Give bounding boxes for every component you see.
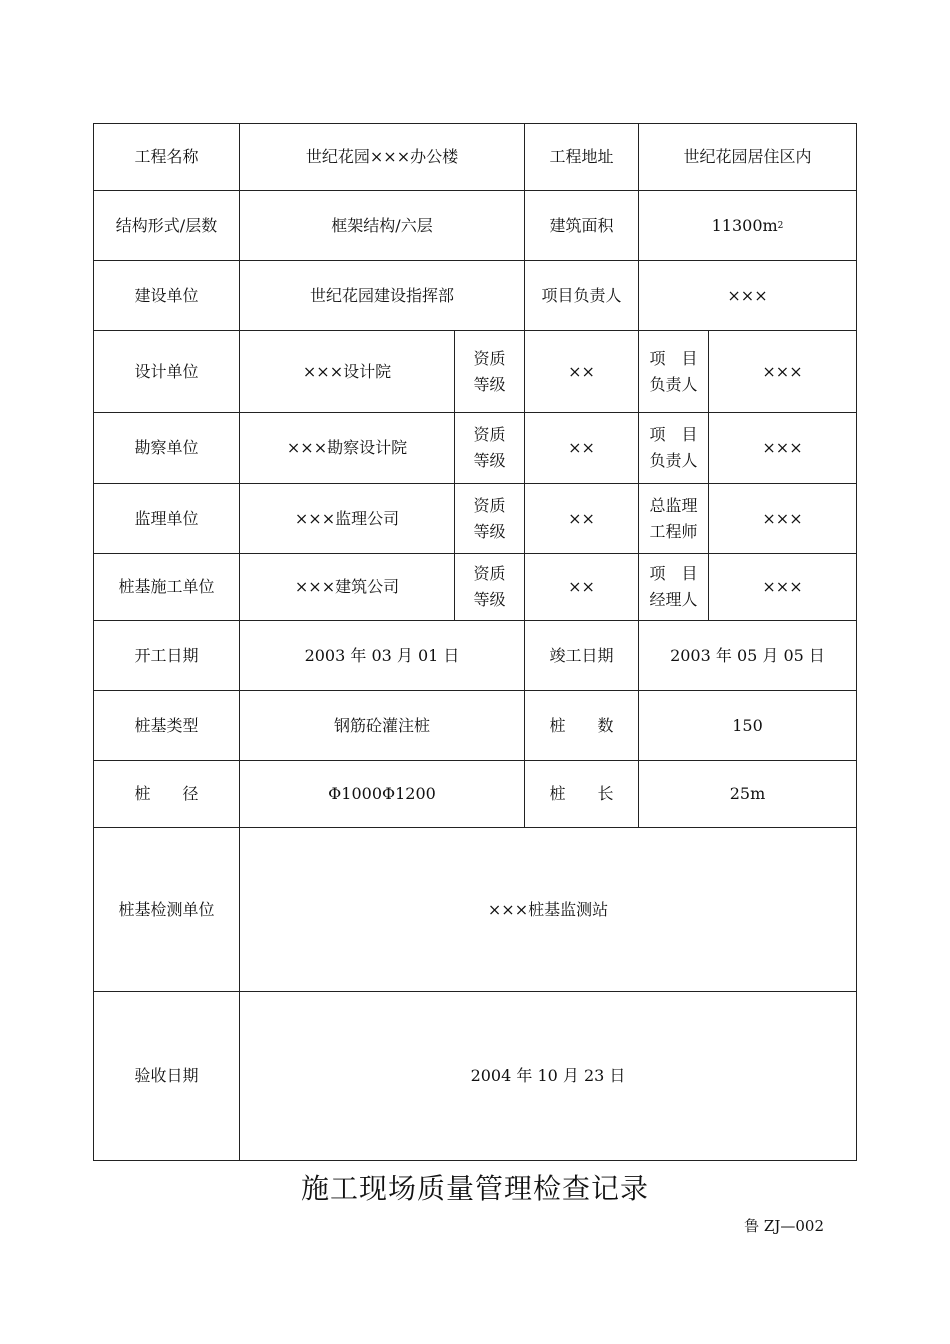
pile-diameter-value: Φ1000Φ1200: [328, 784, 436, 803]
role-line-2: 工程师: [649, 521, 698, 541]
survey-role-label: [639, 413, 708, 483]
document-title: 施工现场质量管理检查记录: [300, 1172, 649, 1205]
survey-unit-label: 勘察单位: [134, 438, 199, 457]
design-role-label: [639, 331, 708, 412]
acceptance-date-value: 2004 年 10 月 23 日: [470, 1066, 626, 1085]
role-line-1: 项 目: [649, 425, 698, 444]
role-line-2: 负责人: [649, 374, 698, 394]
completion-date-label: 竣工日期: [549, 645, 614, 665]
floor-area-number: 11300m: [711, 215, 778, 235]
supervision-unit-value: ×××监理公司: [294, 508, 400, 528]
role-line-1: 项 目: [649, 348, 698, 368]
qualification-line-1: 资质: [473, 564, 506, 583]
design-unit-value: ×××设计院: [302, 361, 392, 381]
structure-value: 框架结构/六层: [331, 215, 433, 235]
testing-unit-label: 桩基检测单位: [118, 899, 215, 919]
pile-diameter-label: 桩 径: [134, 784, 199, 803]
builder-label: 建设单位: [134, 285, 199, 305]
floor-area-label: 建筑面积: [549, 215, 614, 235]
qualification-line-1: 资质: [473, 425, 506, 444]
record-table: [93, 123, 857, 1161]
pile-length-label: 桩 长: [549, 784, 614, 803]
qualification-line-2: 等级: [473, 451, 506, 470]
survey-qualification-value: ××: [568, 438, 595, 457]
qualification-line-2: 等级: [473, 590, 506, 609]
start-date-value: 2003 年 03 月 01 日: [304, 645, 460, 665]
role-line-2: 负责人: [649, 451, 698, 470]
pile-contractor-label: 桩基施工单位: [118, 577, 215, 596]
builder-value: 世纪花园建设指挥部: [309, 285, 454, 305]
completion-date-value: 2003 年 05 月 05 日: [670, 645, 825, 665]
supervision-person-value: ×××: [762, 508, 803, 528]
project-address-label: 工程地址: [549, 147, 614, 166]
pile-count-label: 桩 数: [549, 715, 614, 735]
floor-area-value: 11300m 2: [639, 191, 856, 260]
testing-unit-value: ×××桩基监测站: [487, 899, 609, 919]
form-code: 鲁 ZJ—002: [744, 1217, 824, 1235]
pile-count-value: 150: [732, 715, 763, 735]
project-address-value: 世纪花园居住区内: [683, 147, 812, 166]
design-person-value: ×××: [762, 361, 803, 381]
structure-label: 结构形式/层数: [115, 215, 218, 235]
pile-contractor-qualification-value: ××: [568, 577, 595, 596]
supervision-role-label: [639, 484, 708, 553]
role-line-2: 经理人: [649, 590, 698, 609]
start-date-label: 开工日期: [134, 645, 199, 665]
pile-type-value: 钢筋砼灌注桩: [333, 715, 430, 735]
supervision-qualification-label: [455, 484, 524, 553]
survey-unit-value: ×××勘察设计院: [286, 438, 408, 457]
pile-contractor-role-label: [639, 554, 708, 620]
project-name-value: 世纪花园×××办公楼: [305, 147, 459, 166]
pile-contractor-person-value: ×××: [762, 577, 803, 596]
supervision-unit-label: 监理单位: [134, 508, 199, 528]
qualification-line-2: 等级: [473, 374, 506, 394]
design-qualification-label: [455, 331, 524, 412]
design-unit-label: 设计单位: [134, 361, 199, 381]
project-lead-label: 项目负责人: [541, 285, 622, 305]
survey-qualification-label: [455, 413, 524, 483]
qualification-line-1: 资质: [473, 348, 506, 368]
acceptance-date-label: 验收日期: [134, 1066, 199, 1085]
pile-length-value: 25m: [729, 784, 766, 803]
design-qualification-value: ××: [568, 361, 595, 381]
qualification-line-2: 等级: [473, 521, 506, 541]
qualification-line-1: 资质: [473, 495, 506, 515]
survey-person-value: ×××: [762, 438, 803, 457]
project-lead-value: ×××: [727, 285, 768, 305]
pile-contractor-value: ×××建筑公司: [294, 577, 400, 596]
supervision-qualification-value: ××: [568, 508, 595, 528]
pile-type-label: 桩基类型: [134, 715, 199, 735]
pile-contractor-qualification-label: [455, 554, 524, 620]
role-line-1: 总监理: [649, 495, 698, 515]
project-name-label: 工程名称: [134, 147, 199, 166]
role-line-1: 项 目: [649, 564, 698, 583]
